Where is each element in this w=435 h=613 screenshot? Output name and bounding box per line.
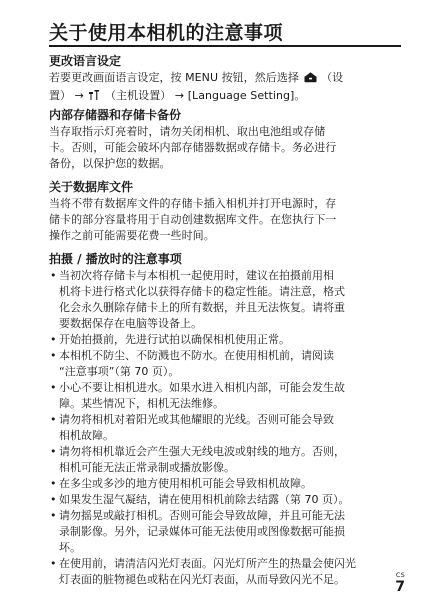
section-body-database: [49, 196, 401, 244]
bullet-icon: •: [50, 333, 57, 346]
list-item-line: 当初次将存储卡与本相机一起使用时，建议在拍摄前用相: [59, 269, 334, 282]
section-shooting: [49, 251, 401, 588]
list-item-line: 如果发生湿气凝结，请在使用相机前除去结露（第 70 页）。: [59, 493, 350, 506]
storage-line: 备份，以保护您的数据。: [49, 157, 171, 170]
list-item: [49, 380, 401, 412]
language-code: CS: [395, 571, 405, 579]
list-item: [49, 268, 401, 332]
list-item-line: 相机可能无法正常录制或播放影像。: [59, 461, 235, 474]
section-heading-storage: 内部存储器和存储卡备份: [49, 108, 182, 122]
bullet-icon: •: [50, 477, 57, 490]
list-item-line: 请勿将相机对着阳光或其他耀眼的光线。否则可能会导致: [59, 413, 334, 426]
list-item-line: 相机故障。: [59, 429, 114, 442]
title-rule: [49, 45, 401, 47]
list-item-line: 本相机不防尘、不防溅也不防水。在使用相机前，请阅读: [59, 349, 334, 362]
list-item: [49, 444, 401, 476]
section-heading-database: 关于数据库文件: [49, 180, 134, 194]
section-language: [49, 53, 401, 106]
bullet-icon: •: [50, 509, 57, 522]
list-item: [49, 508, 401, 556]
main-settings-icon: [87, 89, 101, 106]
list-item-line: 请勿摇晃或敲打相机。否则可能会导致故障，并且可能无法: [59, 509, 345, 522]
list-item: [49, 348, 401, 380]
bullet-icon: •: [50, 445, 57, 458]
page-title: 关于使用本相机的注意事项: [49, 22, 284, 44]
list-item-line: 开始拍摄前，先进行试拍以确保相机使用正常。: [59, 333, 290, 346]
shooting-bullet-list: [49, 268, 401, 588]
list-item-line: 障。某些情况下，相机无法维修。: [59, 397, 224, 410]
bullet-icon: •: [50, 381, 57, 394]
section-database: [49, 179, 401, 244]
bullet-icon: •: [50, 349, 57, 362]
storage-line: 卡。否则，可能会破坏内部存储器数据或存储卡。务必进行: [49, 141, 337, 154]
list-item-line: 要数据保存在电脑等设备上。: [59, 317, 202, 330]
list-item: [49, 556, 401, 588]
database-line: 当将不带有数据库文件的存储卡插入相机并打开电源时，存: [49, 197, 337, 210]
list-item: [49, 332, 401, 348]
list-item: [49, 492, 401, 508]
list-item-line: “注意事项”（第 70 页）。: [59, 365, 180, 378]
list-item: [49, 412, 401, 444]
section-storage: [49, 107, 401, 172]
page-number-value: 7: [395, 579, 405, 595]
section-heading-shooting: 拍摄 / 播放时的注意事项: [49, 252, 182, 266]
list-item-line: 录制影像。另外，记录媒体可能无法使用或图像数据可能损: [59, 525, 345, 538]
right-arrow-icon: →: [74, 89, 84, 102]
bullet-icon: •: [50, 557, 57, 570]
section-body-storage: [49, 124, 401, 172]
settings-toolbox-icon: [303, 71, 318, 88]
database-line: 操作之前可能需要花费一些时间。: [49, 229, 215, 242]
language-line-2: 置） → （主机设置） → [Language Setting]。: [49, 88, 401, 106]
section-body-language: [49, 70, 401, 106]
list-item: [49, 476, 401, 492]
bullet-icon: •: [50, 493, 57, 506]
bullet-icon: •: [50, 413, 57, 426]
storage-line: 当存取指示灯亮着时，请勿关闭相机、取出电池组或存储: [49, 125, 326, 138]
list-item-line: 在多尘或多沙的地方使用相机可能会导致相机故障。: [59, 477, 312, 490]
bullet-icon: •: [50, 269, 57, 282]
section-heading-language: 更改语言设定: [49, 54, 122, 68]
page-number: [395, 571, 405, 595]
right-arrow-icon: →: [174, 89, 185, 102]
list-item-line: 坏。: [59, 541, 81, 554]
list-item-line: 请勿将相机靠近会产生强大无线电波或射线的地方。否则，: [59, 445, 345, 458]
database-line: 储卡的部分容量将用于自动创建数据库文件。在您执行下一: [49, 213, 337, 226]
list-item-line: 化会永久删除存储卡上的所有数据，并且无法恢复。请将重: [59, 301, 345, 314]
list-item-line: 灯表面的脏物褪色或粘在闪光灯表面，从而导致闪光不足。: [59, 573, 345, 586]
list-item-line: 小心不要让相机进水。如果水进入相机内部，可能会发生故: [59, 381, 345, 394]
list-item-line: 机将卡进行格式化以获得存储卡的稳定性能。请注意，格式: [59, 285, 345, 298]
list-item-line: 在使用前，请清洁闪光灯表面。闪光灯所产生的热量会使闪光: [59, 557, 356, 570]
language-line-1: 若要更改画面语言设定，按 MENU 按钮，然后选择 （设: [49, 70, 401, 88]
